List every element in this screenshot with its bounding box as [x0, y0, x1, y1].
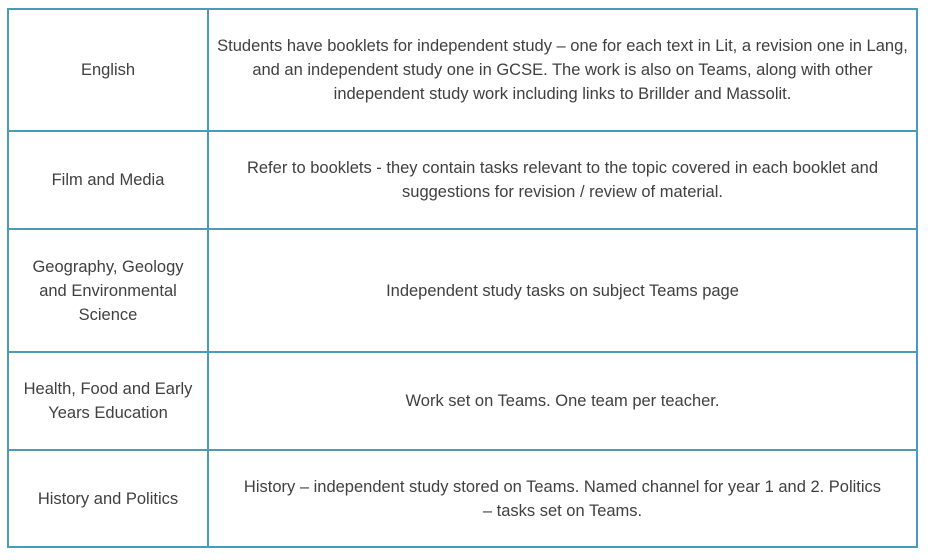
- details-cell: History – independent study stored on Teams. Named channel for year 1 and 2. Politics – tasks set on Teams.: [208, 450, 917, 547]
- independent-study-table: [7, 8, 918, 548]
- subject-label: Geography, Geology and Environmental Science: [32, 257, 184, 324]
- subject-cell: History and Politics: [8, 450, 208, 547]
- subject-cell: English: [8, 9, 208, 131]
- table-row: [8, 131, 917, 229]
- table-row: [8, 229, 917, 352]
- subject-cell: Health, Food and Early Years Education: [8, 352, 208, 450]
- subject-cell: Film and Media: [8, 131, 208, 229]
- details-cell: Students have booklets for independent study – one for each text in Lit, a revision one in Lang, and an independent study one in GCSE. The work is also on Teams, along with other independent study work including links to Brillder and Massolit.: [208, 9, 917, 131]
- subject-cell: [8, 229, 208, 352]
- details-cell: Work set on Teams. One team per teacher.: [208, 352, 917, 450]
- details-cell: Refer to booklets - they contain tasks relevant to the topic covered in each booklet and suggestions for revision / review of material.: [208, 131, 917, 229]
- table-row: [8, 352, 917, 450]
- details-cell: Independent study tasks on subject Teams page: [208, 229, 917, 352]
- table-row: [8, 450, 917, 547]
- table-row: [8, 9, 917, 131]
